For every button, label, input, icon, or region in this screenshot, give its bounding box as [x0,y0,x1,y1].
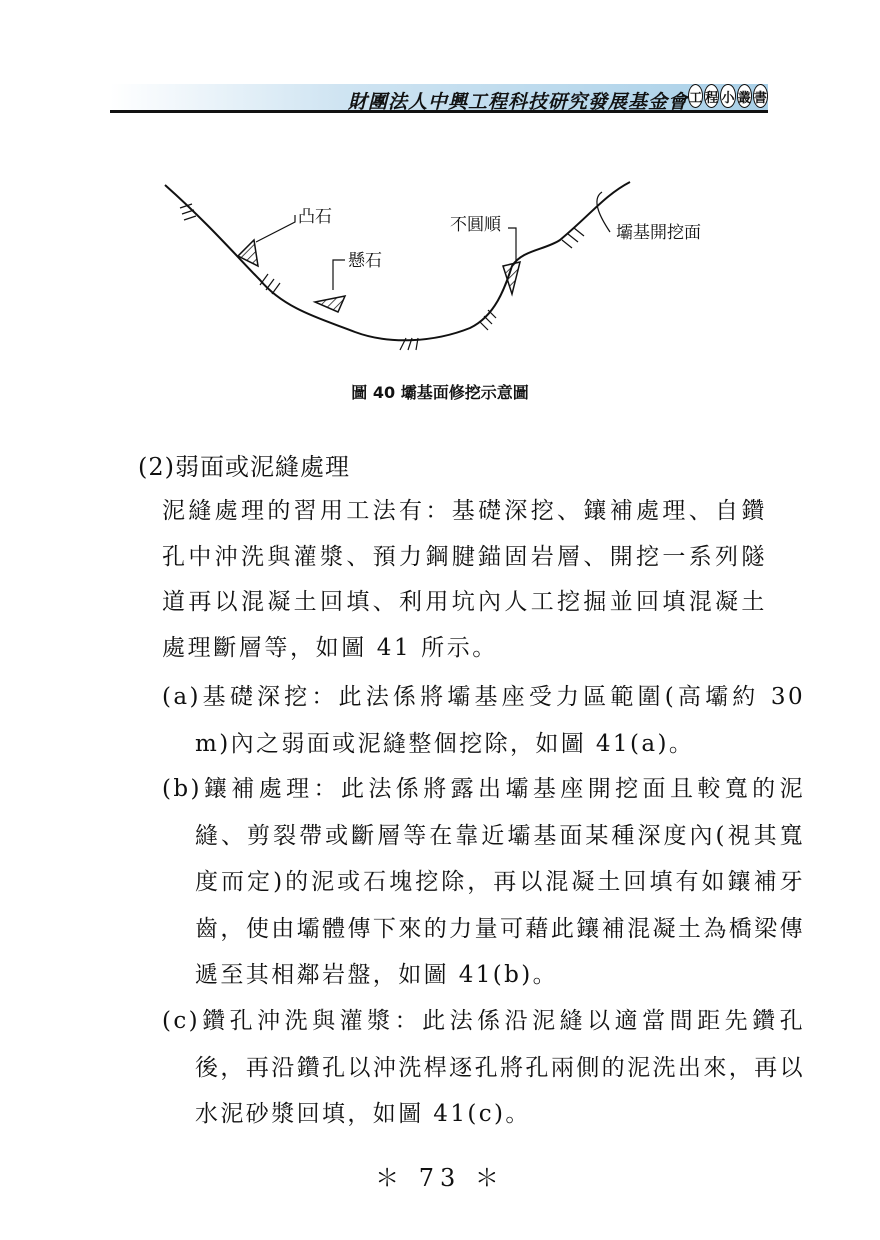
badge-char: 工 [688,84,703,108]
list-item-c: (c)鑽孔沖洗與灌漿：此法係沿泥縫以適當間距先鑽孔後，再沿鑽孔以沖洗桿逐孔將孔兩側的泥洗出來，再以水泥砂漿回填，如圖 41(c)。 [162,1008,805,1127]
badge-char: 小 [720,84,735,108]
label-dam-foundation-face: 壩基開挖面 [616,223,701,243]
valley-profile [165,182,630,340]
badge-char: 程 [704,84,719,108]
overhang-rock-shape [315,296,345,312]
dam-foundation-diagram [150,170,750,370]
section-heading: (2)弱面或泥縫處理 [138,453,350,481]
not-smooth-shape [503,262,520,294]
list-item-a: (a)基礎深挖：此法係將壩基座受力區範圍(高壩約 30 m)內之弱面或泥縫整個挖除，如圖 41(a)。 [162,684,805,757]
figure-caption: 圖 40 壩基面修挖示意圖 [351,383,529,402]
intro-paragraph: 泥縫處理的習用工法有：基礎深挖、鑲補處理、自鑽孔中沖洗與灌漿、預力鋼腱錨固岩層、開挖一系列隧道再以混凝土回填、利用坑內人工挖掘並回填混凝土處理斷層等，如圖 41 所示。 [162,498,767,661]
convex-rock-shape [238,240,258,266]
label-convex-rock: 凸石 [298,207,332,227]
ground-hatching [180,204,584,350]
badge-char: 叢 [737,84,752,108]
badge-char: 書 [753,84,768,108]
list-item-b: (b)鑲補處理：此法係將露出壩基座開挖面且較寬的泥縫、剪裂帶或斷層等在靠近壩基面某種深度內(視其寬度而定)的泥或石塊挖除，再以混凝土回填有如鑲補牙齒，使由壩體傳下來的力量可藉此鑲補混凝土為橋梁傳遞至其相鄰岩盤，如圖 41(b)。 [162,776,805,988]
label-not-smooth: 不圓順 [450,215,501,235]
header-title: 財團法人中興工程科技研究發展基金會 [347,91,688,113]
series-badge [688,84,768,108]
label-overhang-rock: 懸石 [348,251,382,271]
page-number: ＊ 73 ＊ [375,1164,505,1192]
